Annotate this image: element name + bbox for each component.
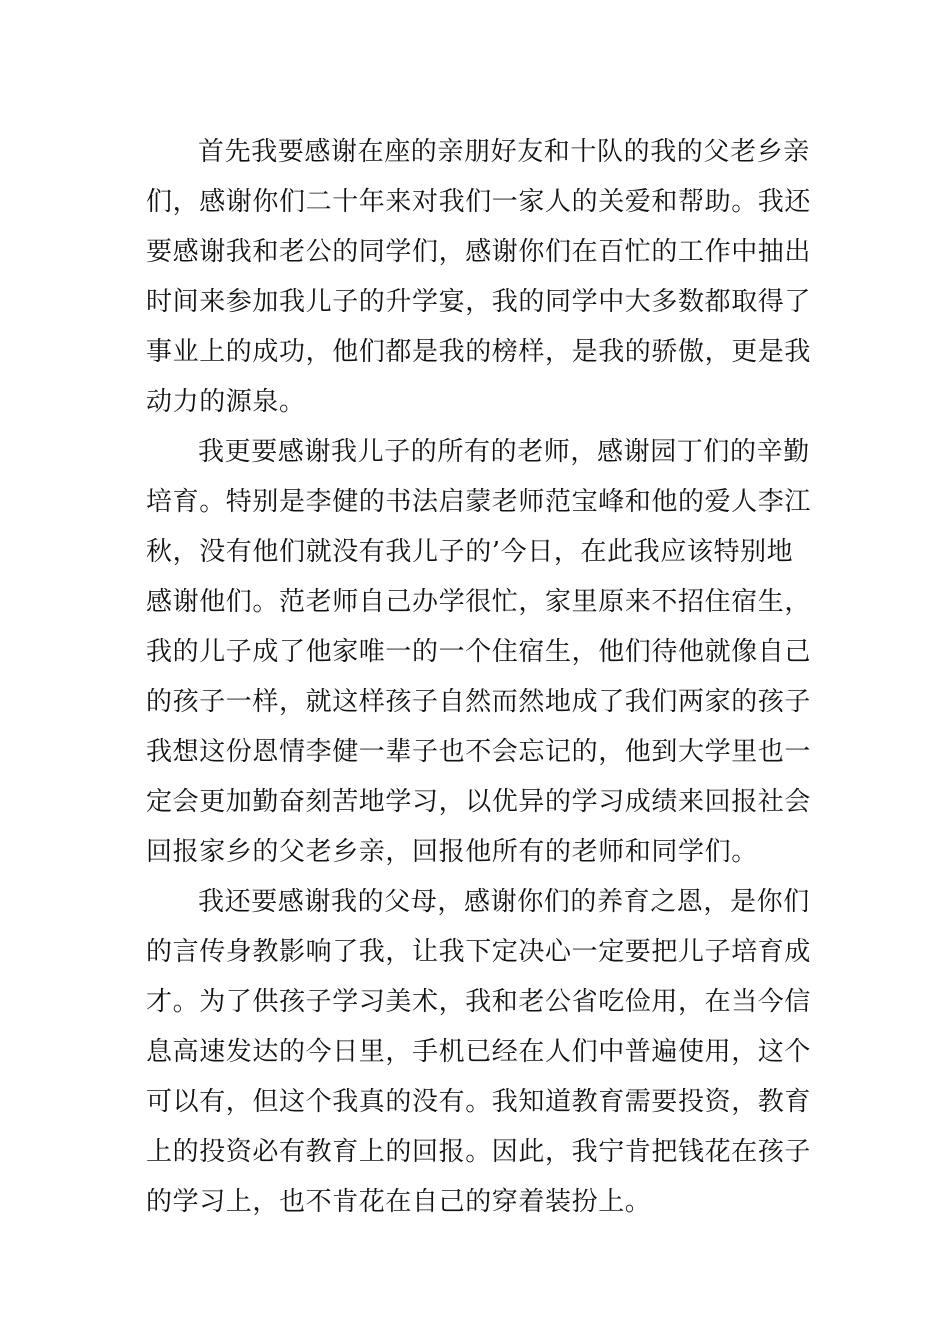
paragraph-3-line-3: 才。为了供孩子学习美术，我和老公省吃俭用，在当今信 xyxy=(146,987,812,1017)
paragraph-2-line-7: 我想这份恩情李健一辈子也不会忘记的，他到大学里也一 xyxy=(146,737,812,767)
paragraph-1-line-6: 动力的源泉。 xyxy=(146,387,306,417)
paragraph-2-line-2: 培育。特别是李健的书法启蒙老师范宝峰和他的爱人李江 xyxy=(146,487,812,517)
paragraph-2-line-5: 我的儿子成了他家唯一的一个住宿生，他们待他就像自己 xyxy=(146,637,812,667)
paragraph-2-line-4: 感谢他们。范老师自己办学很忙，家里原来不招住宿生， xyxy=(146,587,812,617)
paragraph-3-line-2: 的言传身教影响了我，让我下定决心一定要把儿子培育成 xyxy=(146,937,812,967)
paragraph-2-line-9: 回报家乡的父老乡亲，回报他所有的老师和同学们。 xyxy=(146,837,758,867)
paragraph-2-line-8: 定会更加勤奋刻苦地学习，以优异的学习成绩来回报社会 xyxy=(146,787,812,817)
paragraph-2-line-6: 的孩子一样，就这样孩子自然而然地成了我们两家的孩子 xyxy=(146,687,812,717)
paragraph-3-line-6: 上的投资必有教育上的回报。因此，我宁肯把钱花在孩子 xyxy=(146,1137,812,1167)
paragraph-1-line-3: 要感谢我和老公的同学们，感谢你们在百忙的工作中抽出 xyxy=(146,237,812,267)
paragraph-3-line-1: 我还要感谢我的父母，感谢你们的养育之恩，是你们 xyxy=(198,887,810,917)
paragraph-3-line-4: 息高速发达的今日里，手机已经在人们中普遍使用，这个 xyxy=(146,1037,812,1067)
paragraph-2-line-1: 我更要感谢我儿子的所有的老师，感谢园丁们的辛勤 xyxy=(198,437,810,467)
paragraph-3-line-5: 可以有，但这个我真的没有。我知道教育需要投资，教育 xyxy=(146,1087,812,1117)
paragraph-1-line-5: 事业上的成功，他们都是我的榜样，是我的骄傲，更是我 xyxy=(146,337,812,367)
paragraph-1-line-2: 们，感谢你们二十年来对我们一家人的关爱和帮助。我还 xyxy=(146,187,812,217)
paragraph-3-line-7: 的学习上，也不肯花在自己的穿着装扮上。 xyxy=(146,1187,652,1217)
paragraph-1-line-4: 时间来参加我儿子的升学宴，我的同学中大多数都取得了 xyxy=(146,287,812,317)
paragraph-1-line-1: 首先我要感谢在座的亲朋好友和十队的我的父老乡亲 xyxy=(198,137,810,167)
paragraph-2-line-3: 秋，没有他们就没有我儿子的’今日，在此我应该特别地 xyxy=(146,537,794,567)
